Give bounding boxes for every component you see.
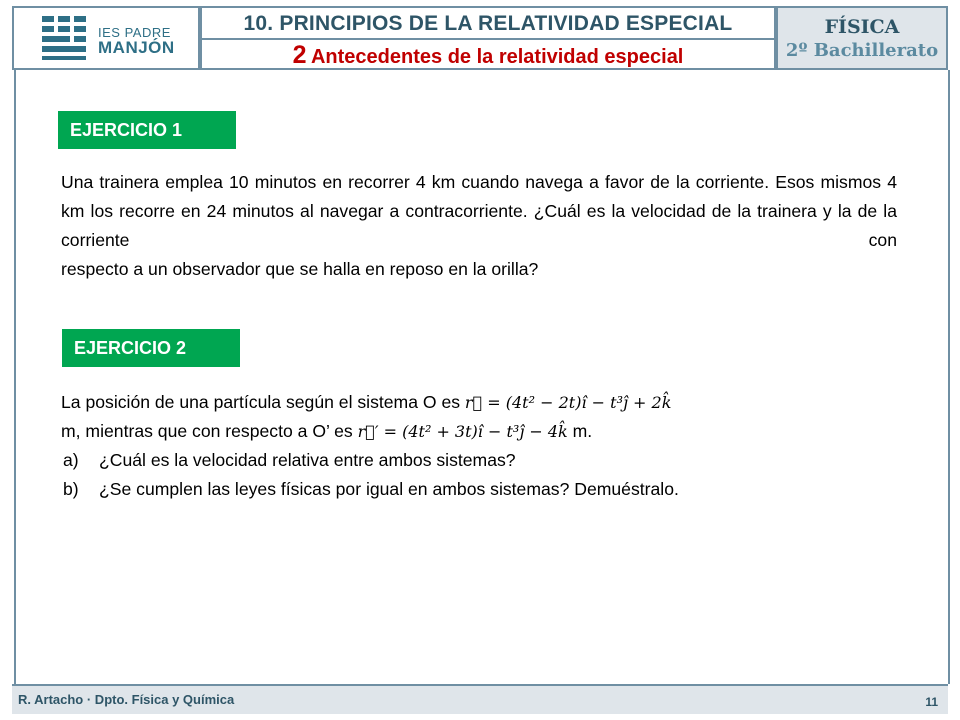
section-title	[202, 40, 774, 70]
question-b-text: ¿Se cumplen las leyes físicas por igual en ambos sistemas? Demuéstralo.	[99, 479, 679, 499]
chapter-title: 10. PRINCIPIOS DE LA RELATIVIDAD ESPECIAL	[202, 8, 774, 40]
footer-author: R. Artacho · Dpto. Física y Química	[18, 692, 235, 707]
exercise2-end: m.	[572, 421, 593, 441]
question-b	[61, 475, 911, 504]
page-number: 11	[925, 695, 938, 709]
logo-text	[98, 26, 175, 56]
exercise2-label: EJERCICIO 2	[62, 329, 240, 367]
exercise1-label: EJERCICIO 1	[58, 111, 236, 149]
subject-name: FÍSICA	[824, 16, 900, 38]
question-a-label: a)	[63, 450, 79, 470]
title-box	[200, 6, 776, 70]
section-title-text: Antecedentes de la relatividad especial	[310, 46, 684, 68]
footer	[12, 684, 948, 714]
logo-mark-icon	[42, 16, 88, 60]
exercise2-text	[61, 388, 911, 504]
subject-box	[776, 6, 948, 70]
logo-line1: IES PADRE	[98, 25, 171, 40]
exercise2-statement	[61, 388, 911, 417]
exercise1-text	[61, 168, 897, 284]
question-b-label: b)	[63, 479, 79, 499]
content-frame	[14, 70, 950, 684]
exercise2-middle: m, mientras que con respecto a O’ es	[61, 421, 353, 441]
position-vector-o: r⃗ = (4t² − 2t)î − t³ĵ + 2k̂	[464, 393, 672, 412]
question-a	[61, 446, 911, 475]
school-logo	[12, 6, 200, 70]
question-a-text: ¿Cuál es la velocidad relativa entre ambos sistemas?	[99, 450, 516, 470]
course-name: 2º Bachillerato	[785, 40, 939, 61]
position-vector-o-prime: r⃗′ = (4t² + 3t)î − t³ĵ − 4k̂	[357, 422, 568, 441]
logo-line2: MANJÓN	[98, 38, 175, 57]
exercise1-body-end: respecto a un observador que se halla en reposo en la orilla?	[61, 259, 539, 279]
header	[0, 0, 960, 70]
exercise2-statement-2	[61, 417, 911, 446]
exercise2-intro: La posición de una partícula según el sistema O es	[61, 392, 461, 412]
section-number: 2	[292, 41, 307, 69]
exercise1-body: Una trainera emplea 10 minutos en recorrer 4 km cuando navega a favor de la corriente. Esos mismos 4 km los recorre en 24 minutos al navegar a contracorriente. ¿Cuál es la velocidad de la trainera y la de la corriente con	[61, 172, 897, 250]
